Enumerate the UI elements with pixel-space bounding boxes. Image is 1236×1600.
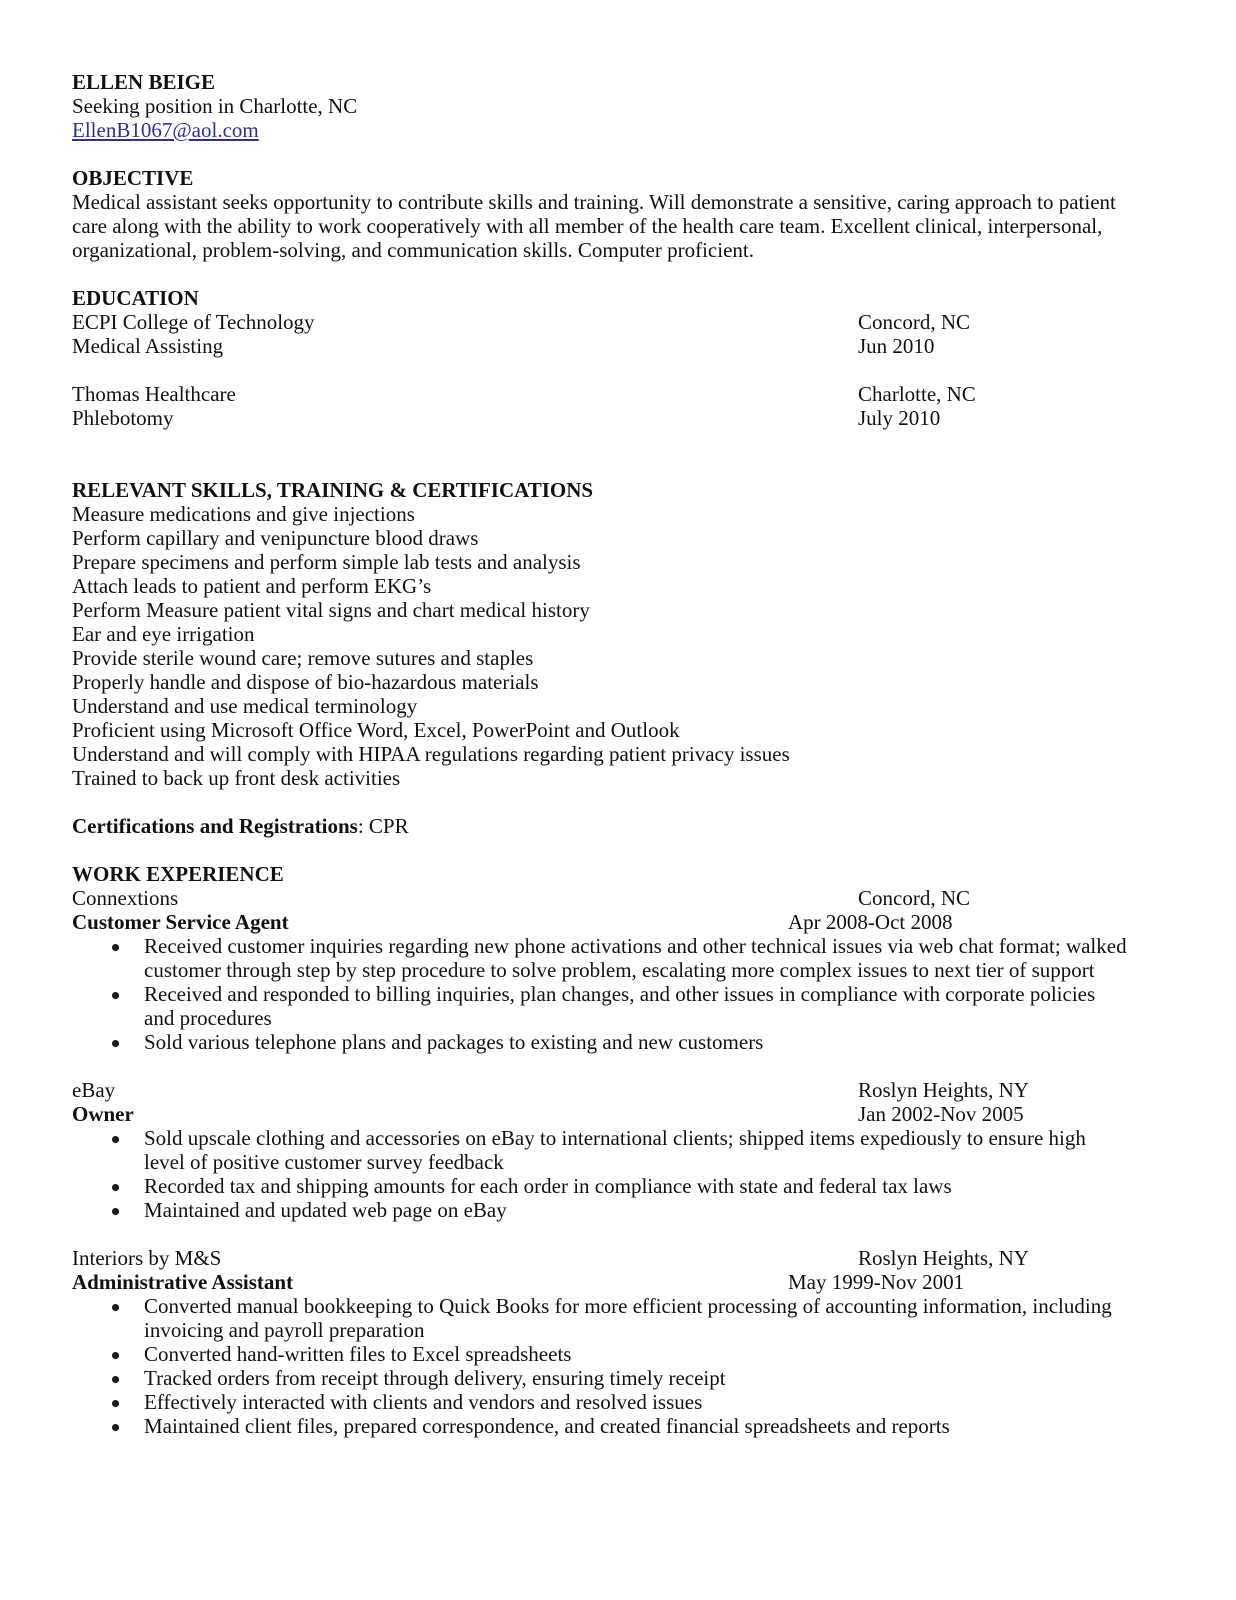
education-entry [72, 310, 1152, 358]
job-title: Customer Service Agent [72, 910, 289, 934]
job-bullet: Received and responded to billing inquiries, plan changes, and other issues in compliance with corporate policies and procedures [72, 982, 1128, 1030]
job-bullet: Converted manual bookkeeping to Quick Books for more efficient processing of accounting information, including invoicing and payroll preparation [72, 1294, 1128, 1342]
skill-item: Perform capillary and venipuncture blood draws [72, 526, 479, 550]
bullet-icon [112, 1304, 119, 1311]
job-title: Administrative Assistant [72, 1270, 294, 1294]
seeking-position: Seeking position in Charlotte, NC [72, 94, 358, 118]
program-date: Jun 2010 [858, 334, 935, 358]
job-bullet: Effectively interacted with clients and vendors and resolved issues [72, 1390, 1128, 1414]
bullet-icon [112, 1352, 119, 1359]
job-bullet: Sold upscale clothing and accessories on eBay to international clients; shipped items expediously to ensure high level of positive customer survey feedback [72, 1126, 1128, 1174]
job-company: Connextions [72, 886, 179, 910]
education-entry [72, 382, 1152, 430]
certifications-label: Certifications and Registrations [72, 814, 358, 838]
bullet-icon [112, 1400, 119, 1407]
skill-item: Proficient using Microsoft Office Word, Excel, PowerPoint and Outlook [72, 718, 680, 742]
job-bullet: Sold various telephone plans and packages to existing and new customers [72, 1030, 1128, 1054]
job-location: Roslyn Heights, NY [858, 1078, 1029, 1102]
job-bullet: Maintained and updated web page on eBay [72, 1198, 1128, 1222]
bullet-icon [112, 1376, 119, 1383]
job-bullet: Received customer inquiries regarding new phone activations and other technical issues via web chat format; walked customer through step by step procedure to solve problem, escalating more complex issues to next tier of support [72, 934, 1128, 982]
skill-item: Ear and eye irrigation [72, 622, 255, 646]
job-location: Concord, NC [858, 886, 970, 910]
objective-line: organizational, problem-solving, and communication skills. Computer proficient. [72, 238, 754, 262]
bullet-icon [112, 1424, 119, 1431]
job-dates: May 1999-Nov 2001 [788, 1270, 965, 1294]
objective-heading: OBJECTIVE [72, 166, 194, 190]
bullet-icon [112, 992, 119, 999]
job-bullet: Converted hand-written files to Excel spreadsheets [72, 1342, 1128, 1366]
job-bullets [72, 1294, 1152, 1438]
bullet-icon [112, 1040, 119, 1047]
skill-item: Provide sterile wound care; remove sutures and staples [72, 646, 534, 670]
skill-item: Properly handle and dispose of bio-hazardous materials [72, 670, 539, 694]
school-location: Concord, NC [858, 310, 970, 334]
email-link[interactable]: EllenB1067@aol.com [72, 118, 259, 142]
candidate-name: ELLEN BEIGE [72, 70, 215, 94]
objective-line: care along with the ability to work cooperatively with all member of the health care team. Excellent clinical, interpersonal, [72, 214, 1103, 238]
certifications-value: : CPR [357, 814, 409, 838]
work-heading: WORK EXPERIENCE [72, 862, 284, 886]
school-location: Charlotte, NC [858, 382, 976, 406]
program-date: July 2010 [858, 406, 941, 430]
job-bullets [72, 934, 1152, 1054]
bullet-icon [112, 944, 119, 951]
job-dates: Apr 2008-Oct 2008 [788, 910, 953, 934]
education-heading: EDUCATION [72, 286, 199, 310]
job-dates: Jan 2002-Nov 2005 [858, 1102, 1024, 1126]
certifications-line [72, 814, 1152, 838]
skill-item: Prepare specimens and perform simple lab tests and analysis [72, 550, 581, 574]
bullet-icon [112, 1208, 119, 1215]
job-bullet: Recorded tax and shipping amounts for each order in compliance with state and federal tax laws [72, 1174, 1128, 1198]
job-bullet: Tracked orders from receipt through delivery, ensuring timely receipt [72, 1366, 1128, 1390]
skill-item: Understand and will comply with HIPAA regulations regarding patient privacy issues [72, 742, 790, 766]
skill-item: Attach leads to patient and perform EKG’s [72, 574, 432, 598]
job-company: Interiors by M&S [72, 1246, 222, 1270]
job-bullet: Maintained client files, prepared correspondence, and created financial spreadsheets and reports [72, 1414, 1128, 1438]
job-entry [72, 886, 1152, 1054]
resume-document [72, 70, 1152, 1438]
job-bullets [72, 1126, 1152, 1222]
school-name: Thomas Healthcare [72, 382, 236, 406]
job-title: Owner [72, 1102, 134, 1126]
job-location: Roslyn Heights, NY [858, 1246, 1029, 1270]
program-name: Medical Assisting [72, 334, 224, 358]
skill-item: Perform Measure patient vital signs and chart medical history [72, 598, 590, 622]
skill-item: Trained to back up front desk activities [72, 766, 401, 790]
skill-item: Understand and use medical terminology [72, 694, 418, 718]
job-company: eBay [72, 1078, 116, 1102]
skills-heading: RELEVANT SKILLS, TRAINING & CERTIFICATIONS [72, 478, 594, 502]
skill-item: Measure medications and give injections [72, 502, 415, 526]
bullet-icon [112, 1184, 119, 1191]
school-name: ECPI College of Technology [72, 310, 315, 334]
objective-line: Medical assistant seeks opportunity to contribute skills and training. Will demonstrate a sensitive, caring approach to patient [72, 190, 1116, 214]
job-entry [72, 1078, 1152, 1222]
bullet-icon [112, 1136, 119, 1143]
program-name: Phlebotomy [72, 406, 174, 430]
job-entry [72, 1246, 1152, 1438]
